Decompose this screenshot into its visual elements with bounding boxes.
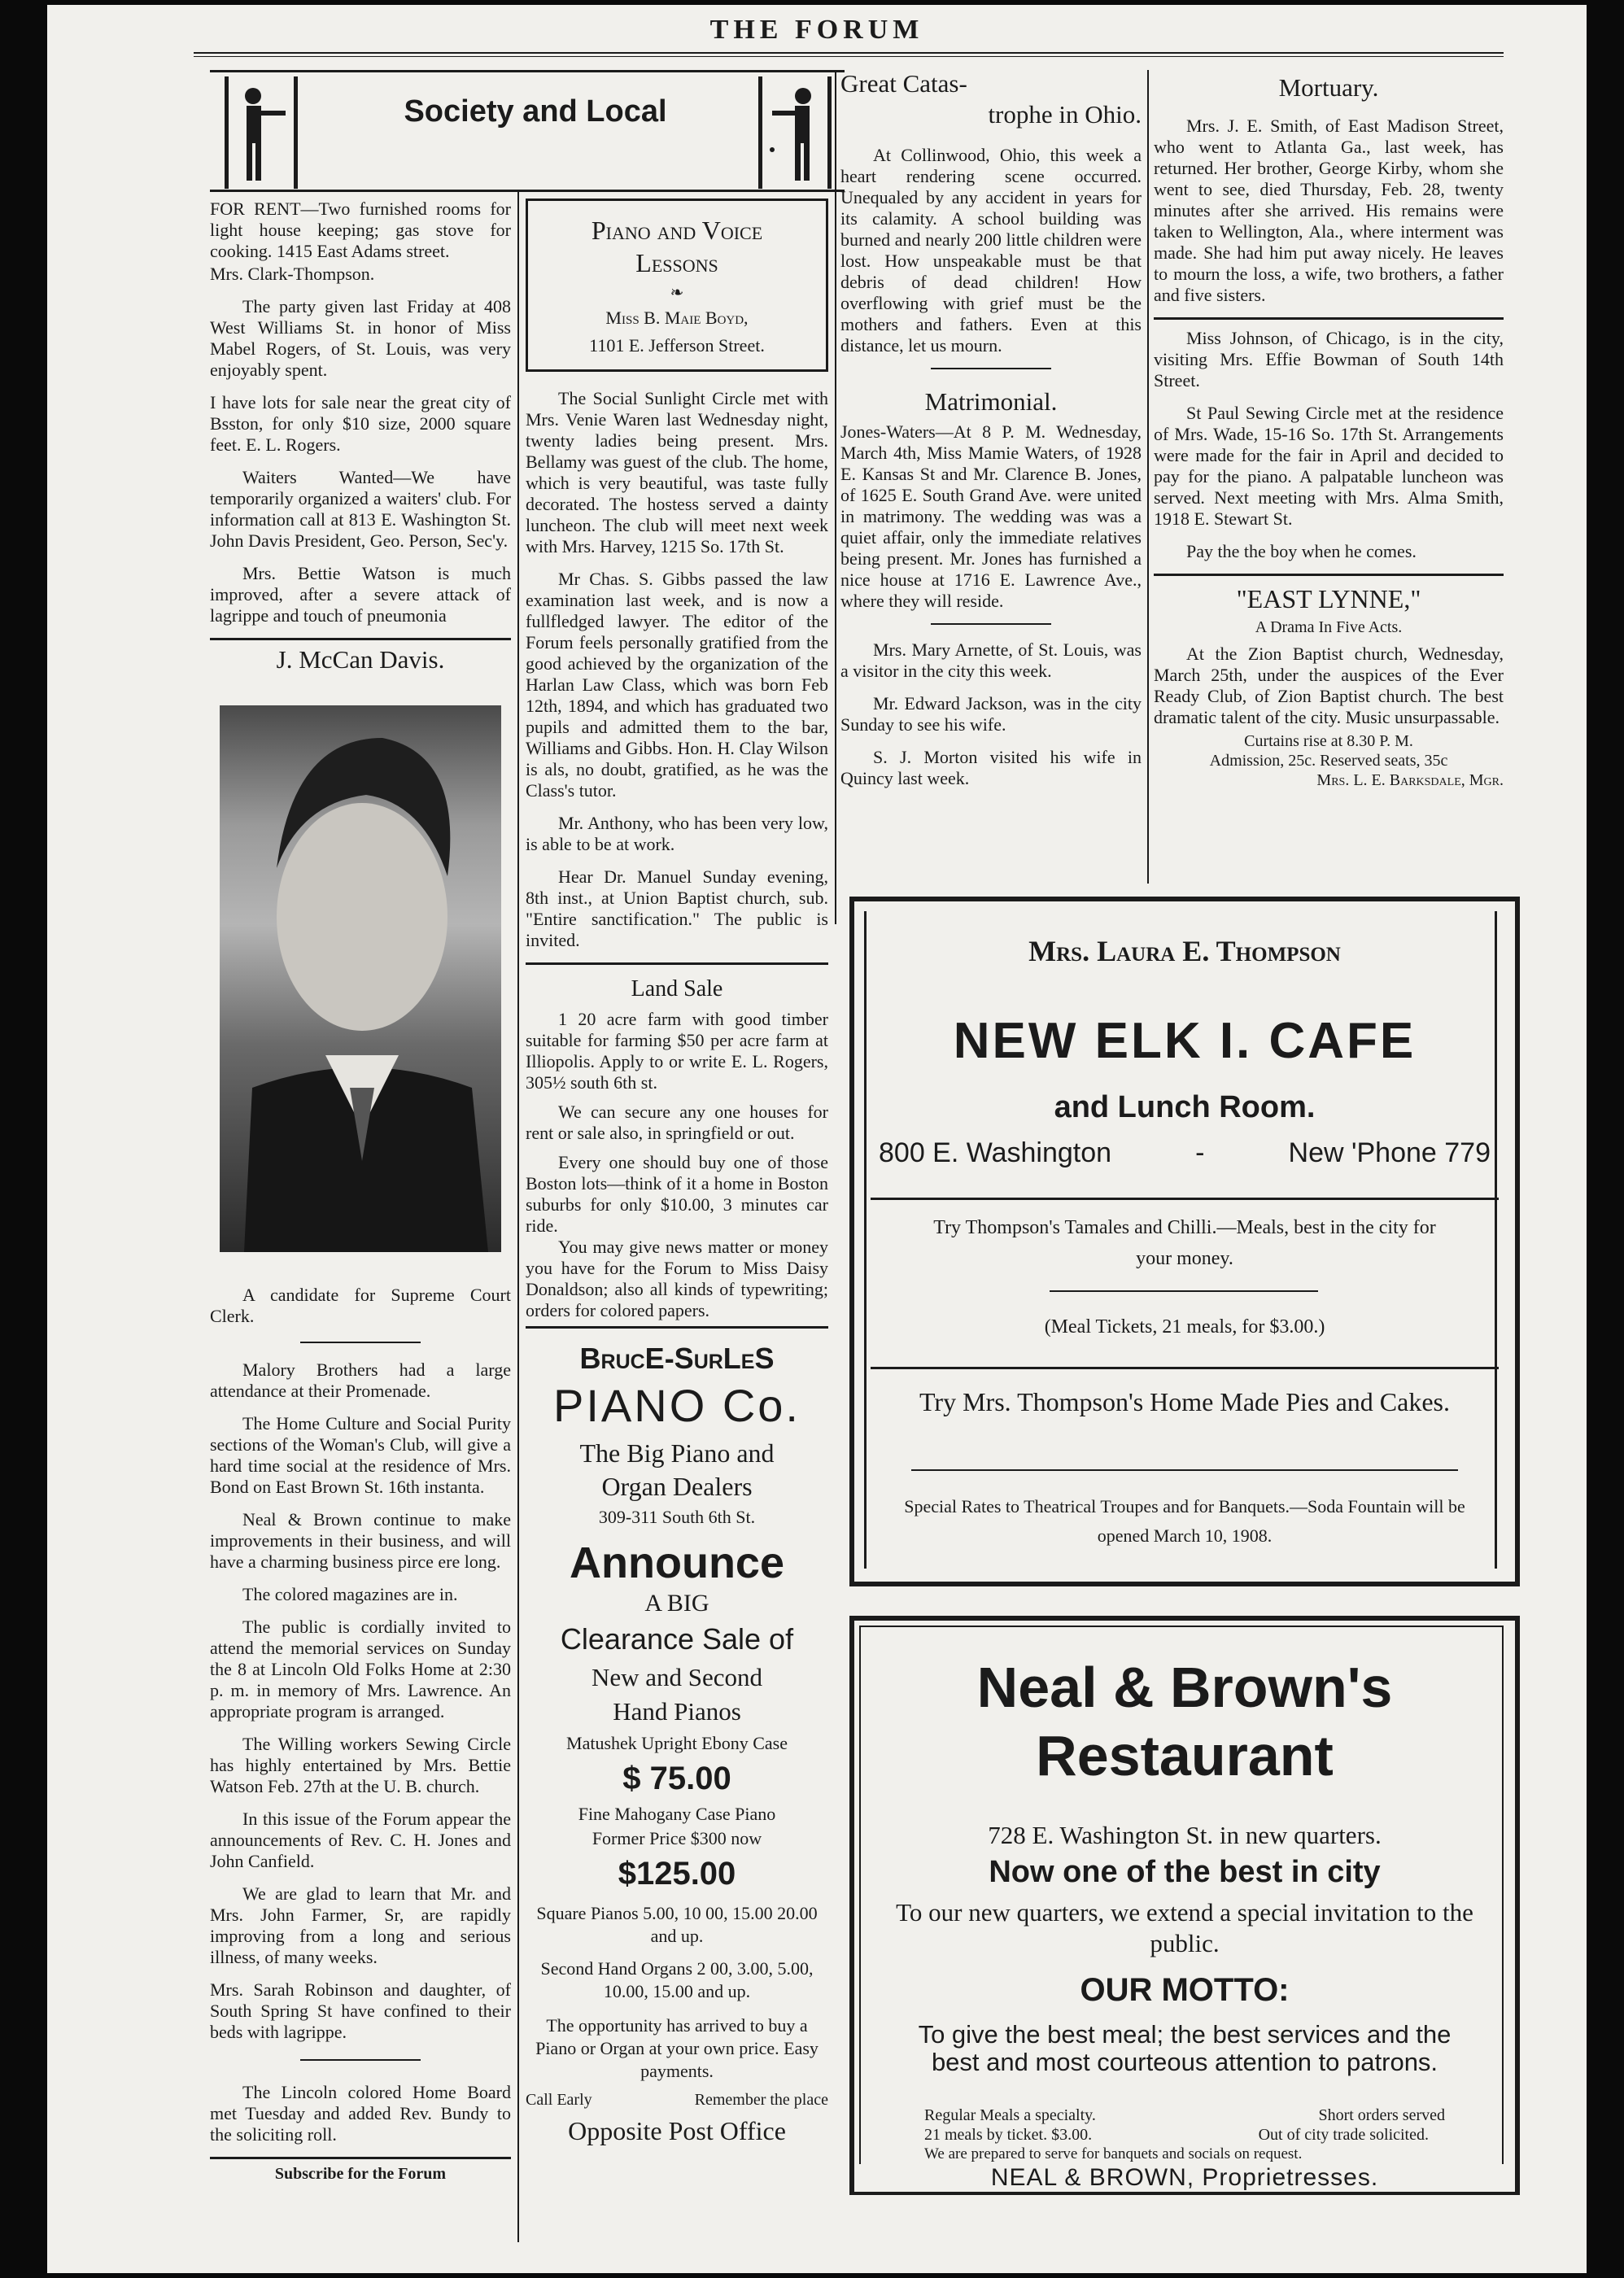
restaurant-address: 728 E. Washington St. in new quarters. — [988, 1821, 1382, 1849]
section-rule — [210, 2157, 511, 2159]
fine-mahogany: Fine Mahogany Case Piano — [578, 1804, 776, 1824]
for-rent-notice: FOR RENT—Two furnished rooms for light house keeping; gas stove for cooking. 1415 East Adams street. — [210, 199, 511, 261]
piano-brand: BrucE-SurLeS — [579, 1342, 775, 1375]
separator — [931, 623, 1051, 625]
cafe-tamales: Try Thompson's Tamales and Chilli.—Meals, best in the city for your money. — [933, 1217, 1436, 1269]
pay-boy-notice: Pay the the boy when he comes. — [1186, 541, 1417, 561]
lincoln-notice: The Lincoln colored Home Board met Tuesday and added Rev. Bundy to the soliciting roll. — [210, 2082, 511, 2145]
elk-cafe-ad — [849, 897, 1520, 1586]
catastrophe-title — [840, 68, 1142, 130]
restaurant-row-1 — [924, 2106, 1445, 2125]
jackson-notice: Mr. Edward Jackson, was in the city Sunday to see his wife. — [840, 693, 1142, 735]
proprietresses: NEAL & BROWN, Proprietresses. — [854, 2164, 1515, 2192]
memorial-notice: The public is cordially invited to attend the memorial services on Sunday the 8 at Lincoln Old Folks Home at 2:30 p. m. in memory of Mrs. Lawrence. An appropriate program is arranged. — [210, 1617, 511, 1722]
remember-place: Remember the place — [694, 2091, 828, 2109]
column-1 — [210, 199, 511, 2184]
section-rule — [210, 638, 511, 640]
party-notice: The party given last Friday at 408 West Williams St. in honor of Miss Mabel Rogers, of St. Louis, was very enjoyably spent. — [210, 296, 511, 380]
column-3 — [840, 68, 1142, 801]
opportunity: The opportunity has arrived to buy a Piano or Organ at your own price. Easy payments. — [535, 2015, 819, 2081]
column-rule-3 — [1147, 70, 1149, 884]
banner-bottom-rule — [210, 190, 845, 192]
portrait-photo — [220, 705, 501, 1252]
announce-heading: Announce — [570, 1538, 784, 1587]
cafe-rates: Special Rates to Theatrical Troupes and for Banquets.—Soda Fountain will be opened March 10, 1908. — [904, 1496, 1465, 1546]
price-125: $125.00 — [618, 1856, 736, 1892]
separator — [931, 368, 1051, 369]
restaurant-invite: To our new quarters, we extend a special invitation to the public. — [896, 1898, 1473, 1957]
land-sale-news: You may give news matter or money you have for the Forum to Miss Daisy Donaldson; also all kinds of typewriting; orders for colored papers. — [526, 1237, 828, 1320]
piano-sub1: The Big Piano and — [579, 1438, 775, 1468]
magazines-notice: The colored magazines are in. — [242, 1584, 458, 1604]
portrait-caption: A candidate for Supreme Court Clerk. — [210, 1285, 511, 1326]
restaurant-title-line1: Neal & Brown's — [976, 1656, 1393, 1719]
manager: Mrs. L. E. Barksdale, Mgr. — [1316, 771, 1504, 789]
cafe-subtitle: and Lunch Room. — [1054, 1090, 1316, 1124]
restaurant-row-2 — [924, 2125, 1429, 2145]
column-4 — [1154, 68, 1504, 790]
society-banner — [210, 70, 845, 192]
curtain-time: Curtains rise at 8.30 P. M. — [1244, 732, 1413, 750]
gibbs-notice: Mr Chas. S. Gibbs passed the law examination last week, and is now a fullfledged lawyer. The editor of the Forum feels personally gratified from the good achieved by the organization of the Harlan Law Class, which was born Feb 12th, 1894, and which has graduated two pupils and admitted them to the bar, Williams and Gibbs. Hon. H. Clay Wilson is als, no doubt, gratified, as he was the Class's tutor. — [526, 569, 828, 801]
column-rule-2 — [835, 70, 836, 924]
st-paul-notice: St Paul Sewing Circle met at the residence of Mrs. Wade, 15-16 So. 17th St. Arrangements were made for the fair in April and decided to pay for the piano. A palpatable luncheon was served. Next meeting with Mrs. Alma Smith, 1918 E. Stewart St. — [1154, 403, 1504, 529]
column-2 — [526, 199, 828, 2146]
waiter-figure-left — [225, 76, 298, 189]
call-early-row — [526, 2091, 828, 2110]
masthead: THE FORUM — [709, 15, 924, 45]
motto-text: To give the best meal; the best services and the best and most courteous attention to patrons. — [918, 2020, 1452, 2076]
east-lynne-title: "EAST LYNNE," — [1236, 584, 1421, 613]
call-early: Call Early — [526, 2091, 592, 2109]
land-sale-title: Land Sale — [631, 976, 723, 1002]
former-price: Former Price $300 now — [592, 1828, 762, 1848]
newspaper-page — [47, 5, 1587, 2273]
lots-notice: I have lots for sale near the great city of Bsston, for only $10 size, 2000 square feet. E. L. Rogers. — [210, 392, 511, 455]
restaurant-best: Now one of the best in city — [989, 1855, 1381, 1889]
cafe-tickets: (Meal Tickets, 21 meals, for $3.00.) — [1044, 1316, 1325, 1338]
watson-notice: Mrs. Bettie Watson is much improved, after a severe attack of lagrippe and touch of pneumonia — [210, 563, 511, 626]
matrimonial-text: Jones-Waters—At 8 P. M. Wednesday, March 4th, Miss Mamie Waters, of 1928 E. Kansas St and Mr. Clarence B. Jones, of 1625 E. South Grand Ave. were united in matrimony. The wedding was was a quiet affair, only the immediate relatives being present. Mr. Jones has furnished a nice house at 1716 E. Lawrence Ave., where they will reside. — [840, 421, 1142, 611]
admission-prices: Admission, 25c. Reserved seats, 35c — [1209, 752, 1448, 770]
matrimonial-title: Matrimonial. — [924, 387, 1058, 416]
meal-tickets: 21 meals by ticket. $3.00. — [924, 2126, 1093, 2144]
regular-meals: Regular Meals a specialty. — [924, 2106, 1096, 2124]
sunday-notice: Hear Dr. Manuel Sunday evening, 8th inst., at Union Baptist church, sub. "Entire sanctification." The public is invited. — [526, 866, 828, 950]
mortuary-title: Mortuary. — [1278, 73, 1379, 102]
willing-notice: The Willing workers Sewing Circle has highly entertained by Mrs. Bettie Watson Feb. 27th at the U. B. church. — [210, 1734, 511, 1796]
east-lynne-text: At the Zion Baptist church, Wednesday, March 25th, under the auspices of the Ever Ready Club, of Zion Baptist church. The best dramatic talent of the city. Music unsurpassable. — [1154, 644, 1504, 727]
robinson-notice: Mrs. Sarah Robinson and daughter, of South Spring St have confined to their beds with lagrippe. — [210, 1979, 511, 2042]
east-lynne-subtitle: A Drama In Five Acts. — [1255, 618, 1403, 636]
hand-pianos: Hand Pianos — [613, 1697, 741, 1726]
subscribe-note: Subscribe for the Forum — [274, 2165, 447, 2183]
masthead-rule — [194, 52, 1504, 54]
lessons-title: Piano and Voice Lessons — [591, 216, 763, 277]
catastrophe-title-line1: Great Catas- — [840, 69, 967, 98]
piano-address: 309-311 South 6th St. — [598, 1507, 756, 1527]
opposite-post-office: Opposite Post Office — [568, 2116, 786, 2145]
portrait-name: J. McCan Davis. — [276, 645, 445, 674]
matushek-line: Matushek Upright Ebony Case — [566, 1733, 788, 1753]
catastrophe-text: At Collinwood, Ohio, this week a heart rendering scene occurred. Unequaled by any accident in years for its calamity. A school building was burned and nearly 200 little children were lost. How unspeakable must be that debris of dead children! How overflowing with grief must be the mothers and fathers. Even at this distance, let us mourn. — [840, 145, 1142, 356]
piano-company-ad — [526, 1342, 828, 2146]
section-rule — [526, 1326, 828, 1329]
sunlight-notice: The Social Sunlight Circle met with Mrs. Venie Waren last Wednesday night, twenty ladies being present. Mrs. Bellamy was guest of the club. The home, which is very beautiful, was taste fully decorated. The hostess served a dainty luncheon. The club will meet next week with Mrs. Harvey, 1215 So. 17th St. — [526, 388, 828, 556]
cafe-pies: Try Mrs. Thompson's Home Made Pies and Cakes. — [919, 1387, 1450, 1416]
section-rule — [1154, 317, 1504, 320]
waiters-notice: Waiters Wanted—We have temporarily organized a waiters' club. For information call at 813 E. Washington St. John Davis President, Geo. Person, Sec'y. — [210, 467, 511, 551]
cafe-dash: - — [1195, 1137, 1205, 1168]
piano-sub2: Organ Dealers — [601, 1472, 753, 1501]
section-rule — [1154, 574, 1504, 576]
land-sale-boston: Every one should buy one of those Boston lots—think of it a home in Boston suburbs for only $10.00, 3 minutes car ride. — [526, 1152, 828, 1236]
cafe-address: 800 E. Washington — [879, 1137, 1112, 1168]
neal-notice: Neal & Brown continue to make improvements in their business, and will have a charming business pirce ere long. — [210, 1509, 511, 1572]
lessons-teacher: Miss B. Maie Boyd, — [605, 308, 749, 328]
a-big: A BIG — [644, 1590, 709, 1617]
johnson-notice: Miss Johnson, of Chicago, is in the city, visiting Mrs. Effie Bowman of South 14th Street. — [1154, 328, 1504, 391]
separator — [300, 1342, 421, 1343]
clearance-heading: Clearance Sale of — [560, 1622, 794, 1656]
anthony-notice: Mr. Anthony, who has been very low, is able to be at work. — [526, 813, 828, 854]
farmer-notice: We are glad to learn that Mr. and Mrs. John Farmer, Sr, are rapidly improving from a long and serious illness, of many weeks. — [210, 1883, 511, 1967]
new-second: New and Second — [591, 1663, 763, 1691]
issue-notice: In this issue of the Forum appear the announcements of Rev. C. H. Jones and John Canfield. — [210, 1809, 511, 1871]
column-rule-1 — [517, 192, 519, 2242]
section-rule — [526, 962, 828, 965]
masthead-rule-thin — [194, 56, 1504, 57]
restaurant-title-line2: Restaurant — [1036, 1724, 1334, 1787]
motto-title: OUR MOTTO: — [1080, 1972, 1290, 2008]
second-hand-organs: Second Hand Organs 2 00, 3.00, 5.00, 10.00, 15.00 and up. — [540, 1958, 814, 2001]
cafe-owner: Mrs. Laura E. Thompson — [1028, 935, 1341, 967]
piano-company: PIANO Co. — [553, 1380, 801, 1431]
ornament-icon: ❧ — [670, 284, 684, 302]
land-sale-farm: 1 20 acre farm with good timber suitable for farming $50 per acre farm at Illiopolis. Apply to or write E. L. Rogers, 305½ south 6th st. — [526, 1009, 828, 1093]
banner-title: Society and Local — [404, 94, 667, 129]
morton-notice: S. J. Morton visited his wife in Quincy last week. — [840, 747, 1142, 788]
restaurant-ad — [849, 1616, 1520, 2195]
for-rent-signature: Mrs. Clark-Thompson. — [210, 264, 375, 284]
square-pianos: Square Pianos 5.00, 10 00, 15.00 20.00 and up. — [536, 1903, 818, 1946]
banquets-line: We are prepared to serve for banquets and socials on request. — [924, 2145, 1303, 2162]
arnette-notice: Mrs. Mary Arnette, of St. Louis, was a visitor in the city this week. — [840, 639, 1142, 681]
malory-notice: Malory Brothers had a large attendance at their Promenade. — [210, 1359, 511, 1401]
banner-top-rule — [210, 70, 845, 72]
catastrophe-title-line2: trophe in Ohio. — [988, 100, 1142, 129]
piano-lessons-ad — [526, 199, 828, 372]
out-of-city: Out of city trade solicited. — [1258, 2126, 1429, 2144]
land-sale-houses: We can secure any one houses for rent or sale also, in springfield or out. — [526, 1102, 828, 1143]
separator — [300, 2059, 421, 2061]
cafe-phone: New 'Phone 779 — [1288, 1137, 1491, 1168]
short-orders: Short orders served — [1318, 2106, 1445, 2124]
price-75: $ 75.00 — [622, 1761, 731, 1796]
culture-notice: The Home Culture and Social Purity sections of the Woman's Club, will give a hard time social at the residence of Mrs. Bond on East Brown St. 16th instanta. — [210, 1413, 511, 1497]
cafe-name: NEW ELK I. CAFE — [953, 1013, 1417, 1069]
waiter-figure-right — [758, 76, 832, 189]
cafe-address-row — [879, 1137, 1491, 1169]
mortuary-text: Mrs. J. E. Smith, of East Madison Street, who went to Atlanta Ga., last week, has returned. Her brother, George Kirby, whom she went to see, died Thursday, Feb. 28, twenty minutes after she arrived. His remains were taken to Wellington, Ala., where interment was made. She had him put away nicely. He leaves to mourn the loss, a wife, two brothers, a father and five sisters. — [1154, 116, 1504, 305]
lessons-address: 1101 E. Jefferson Street. — [589, 335, 765, 356]
